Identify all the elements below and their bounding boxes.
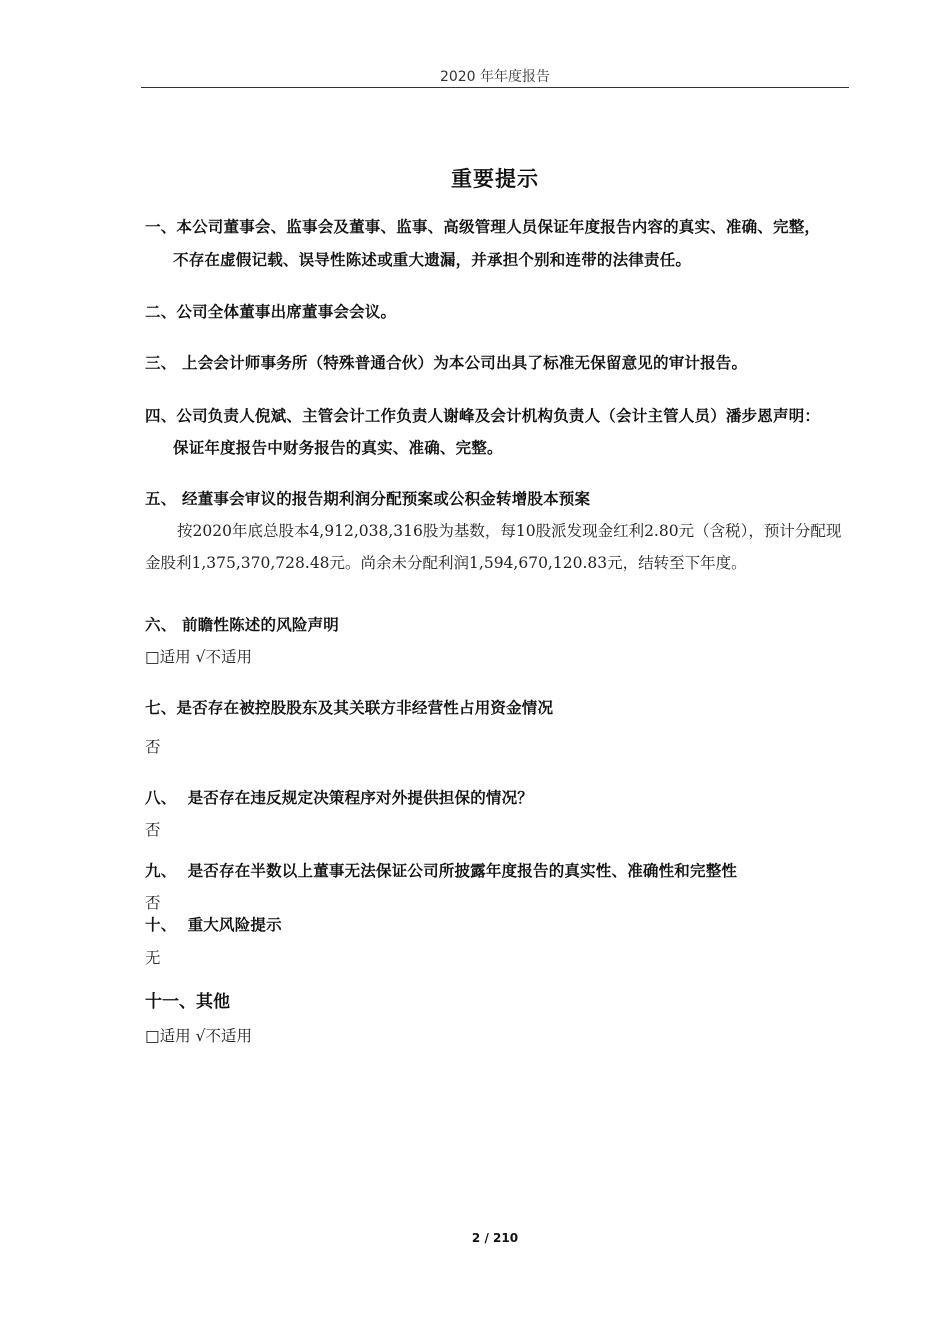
- section-7-answer: 否: [145, 738, 161, 756]
- section-2-text: 二、公司全体董事出席董事会会议。: [145, 303, 397, 321]
- section-1-line-1: 一、本公司董事会、监事会及董事、监事、高级管理人员保证年度报告内容的真实、准确、完整，: [145, 218, 821, 236]
- section-11-answer: □适用 √不适用: [145, 1027, 252, 1045]
- section-4-line-1: 四、公司负责人倪斌、主管会计工作负责人谢峰及会计机构负责人（会计主管人员）潘步恩声明：: [145, 407, 821, 425]
- section-8-heading: 八、 是否存在违反规定决策程序对外提供担保的情况？: [145, 789, 533, 807]
- section-5-paragraph-line-1: 按2020年底总股本4,912,038,316股为基数，每10股派发现金红利2.80元（含税），预计分配现: [177, 522, 842, 540]
- section-11-heading: 十一、其他: [145, 992, 230, 1012]
- page-number: 2 / 210: [471, 1231, 519, 1245]
- section-3-text: 三、 上会会计师事务所（特殊普通合伙）为本公司出具了标准无保留意见的审计报告。: [145, 354, 748, 372]
- section-10-answer: 无: [145, 949, 161, 967]
- section-6-answer: □适用 √不适用: [145, 648, 252, 666]
- section-8-answer: 否: [145, 821, 161, 839]
- section-7-heading: 七、是否存在被控股股东及其关联方非经营性占用资金情况: [145, 699, 554, 717]
- section-4-line-2: 保证年度报告中财务报告的真实、准确、完整。: [173, 439, 503, 457]
- section-5-heading: 五、 经董事会审议的报告期利润分配预案或公积金转增股本预案: [145, 490, 591, 508]
- section-5-paragraph-line-2: 金股利1,375,370,728.48元。尚余未分配利润1,594,670,120.83元，结转至下年度。: [145, 554, 747, 572]
- running-header: 2020 年年度报告: [439, 69, 551, 85]
- page-title: 重要提示: [451, 167, 539, 191]
- section-6-heading: 六、 前瞻性陈述的风险声明: [145, 616, 339, 634]
- section-1-line-2: 不存在虚假记载、误导性陈述或重大遗漏，并承担个别和连带的法律责任。: [173, 251, 692, 269]
- section-9-heading: 九、 是否存在半数以上董事无法保证公司所披露年度报告的真实性、准确性和完整性: [145, 862, 738, 880]
- header-divider: [141, 87, 849, 88]
- section-10-heading: 十、 重大风险提示: [145, 916, 282, 934]
- section-9-answer: 否: [145, 894, 161, 912]
